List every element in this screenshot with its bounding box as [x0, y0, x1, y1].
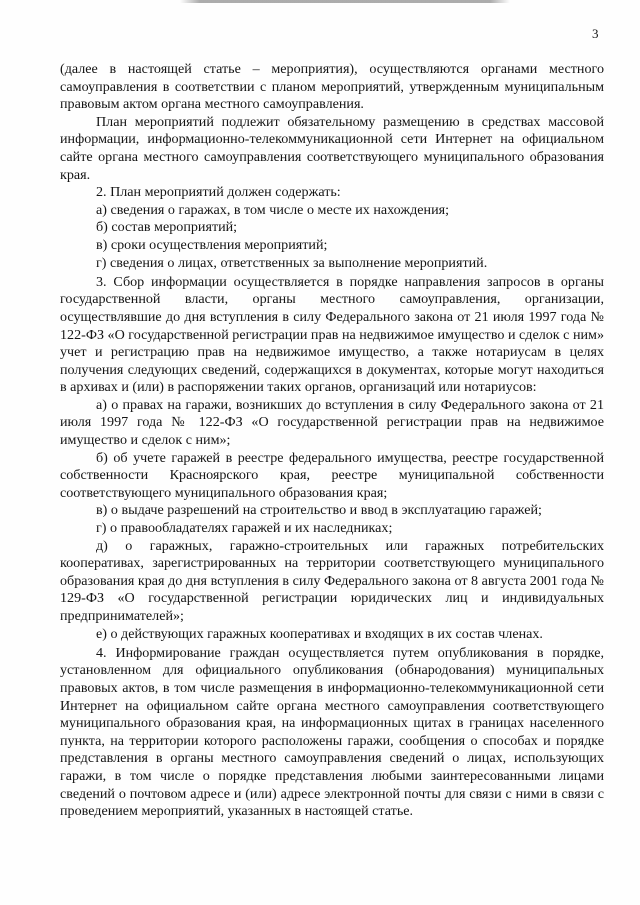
- list-item-3a: а) о правах на гаражи, возникших до вступления в силу Федерального закона от 21 июля 1997 года № 122-ФЗ «О государственной регистрации прав на недвижимое имущество и сделок с ним»;: [60, 396, 604, 449]
- list-item-2d: г) сведения о лицах, ответственных за выполнение мероприятий.: [96, 254, 488, 271]
- page-number: 3: [592, 26, 599, 41]
- list-item-3c: в) о выдаче разрешений на строительство и ввод в эксплуатацию гаражей;: [96, 502, 542, 519]
- paragraph-plan-publication: План мероприятий подлежит обязательному размещению в средствах массовой информации, информационно-телекоммуникационной сети Интернет на официальном сайте органа местного самоуправления соответствующего муниципального образования края.: [60, 113, 604, 183]
- document-body: [60, 61, 604, 821]
- list-item-2b: б) состав мероприятий;: [96, 219, 238, 236]
- paragraph-section-4: 4. Информирование граждан осуществляется путем опубликования в порядке, установленном для официального опубликования (обнародования) муниципальных правовых актов, в том числе размещения в информационно-телекоммуникационной сети Интернет на официальном сайте органа местного самоуправления соответствующего муниципального образования края, на информационных щитах в границах населенного пункта, на территории которого расположены гаражи, сообщения о способах и порядке представления в органы местного самоуправления сведений о лицах, использующих гаражи, в том числе о порядке представления любыми заинтересованными лицами сведений о почтовом адресе и (или) адресе электронной почты для связи с ними в связи с проведением мероприятий, указанных в настоящей статье.: [60, 644, 604, 820]
- paragraph-continuation: (далее в настоящей статье – мероприятия), осуществляются органами местного самоуправления в соответствии с планом мероприятий, утвержденным муниципальным правовым актом органа местного самоуправления.: [60, 61, 604, 113]
- scan-edge-shadow: [180, 0, 510, 3]
- list-item-3b: б) об учете гаражей в реестре федерального имущества, реестре государственной собственности Красноярского края, реестре муниципальной собственности соответствующего муниципального образования края;: [60, 449, 604, 501]
- list-item-2c: в) сроки осуществления мероприятий;: [96, 236, 328, 253]
- list-item-3d: г) о правообладателях гаражей и их наследниках;: [96, 520, 393, 537]
- list-item-2a: а) сведения о гаражах, в том числе о месте их нахождения;: [96, 201, 450, 218]
- paragraph-section-2: 2. План мероприятий должен содержать:: [96, 184, 341, 201]
- list-item-3f: е) о действующих гаражных кооперативах и входящих в их состав членах.: [96, 625, 543, 642]
- paragraph-section-3: 3. Сбор информации осуществляется в порядке направления запросов в органы государственной власти, органы местного самоуправления, организации, осуществлявшие до дня вступления в силу Федерального закона от 21 июля 1997 года № 122-ФЗ «О государственной регистрации прав на недвижимое имущество и сделок с ним» учет и регистрацию прав на недвижимое имущество, а также нотариусам в целях получения следующих сведений, содержащихся в документах, которые могут находиться в архивах и (или) в распоряжении таких органов, организаций или нотариусов:: [60, 273, 604, 396]
- list-item-3e: д) о гаражных, гаражно-строительных или гаражных потребительских кооперативах, зарегистрированных на территории соответствующего муниципального образования края до дня вступления в силу Федерального закона от 8 августа 2001 года № 129-ФЗ «О государственной регистрации юридических лиц и индивидуальных предпринимателей»;: [60, 537, 604, 624]
